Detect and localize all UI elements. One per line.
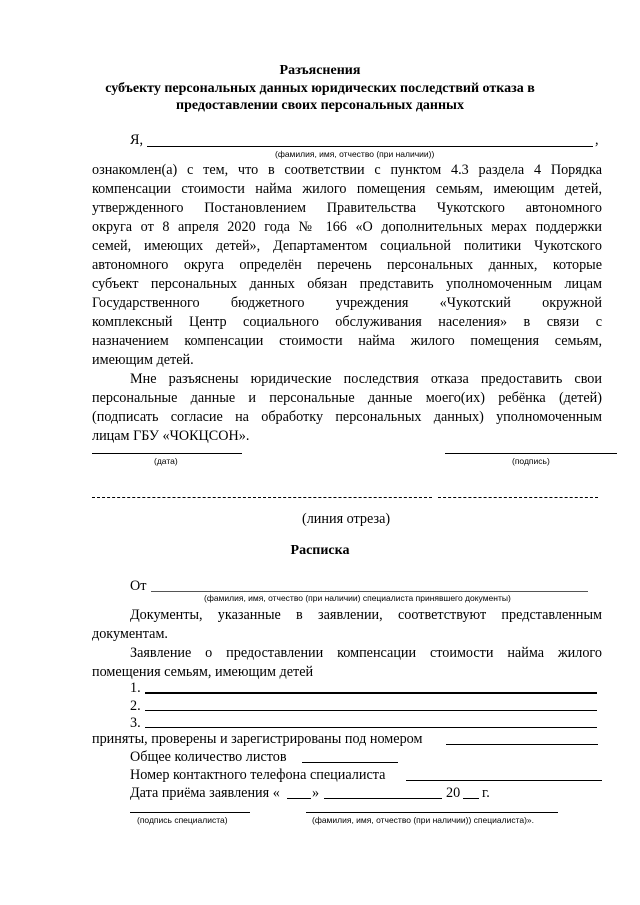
receipt-item-2-line xyxy=(145,710,597,711)
p1-line-6: автономного округа определён перечень персональных данных, которые xyxy=(92,257,602,273)
receipt-signature-line xyxy=(130,812,250,813)
receipt-docs-line-2: документам. xyxy=(92,626,168,642)
cut-line-right xyxy=(438,497,598,498)
cut-line-label: (линия отреза) xyxy=(302,511,391,527)
title-line-3: предоставлении своих персональных данных xyxy=(176,98,464,113)
receipt-registered-line xyxy=(446,744,598,745)
p1-line-10: назначением компенсации стоимости найма жилого помещения семьям, xyxy=(92,333,602,349)
receipt-item-2: 2. xyxy=(130,698,141,714)
p1-line-11: имеющим детей. xyxy=(92,352,194,368)
receipt-date-mid: » xyxy=(312,785,320,801)
receipt-registered: приняты, проверены и зарегистрированы под номером xyxy=(92,731,423,747)
p2-line-2: персональные данные и персональные данные моего(их) ребёнка (детей) xyxy=(92,390,602,406)
receipt-app-line-2: помещения семьям, имеющим детей xyxy=(92,664,314,680)
p1-line-7: субъект персональных данных обязан представить уполномоченным лицам xyxy=(92,276,602,292)
fio-line xyxy=(147,146,593,147)
title-line-1: Разъяснения xyxy=(279,63,361,78)
receipt-date-month-line xyxy=(324,798,442,799)
p1-line-4: округа от 8 апреля 2020 года № 166 «О дополнительных мерах поддержки xyxy=(92,219,602,235)
receipt-phone: Номер контактного телефона специалиста xyxy=(130,767,386,783)
receipt-from-label: От xyxy=(130,578,147,594)
signature-caption: (подпись) xyxy=(512,456,550,466)
receipt-name-caption: (фамилия, имя, отчество (при наличии)) специалиста)». xyxy=(312,815,535,825)
receipt-item-1-line xyxy=(145,692,597,694)
receipt-item-3-line xyxy=(145,727,597,728)
receipt-docs-line-1: Документы, указанные в заявлении, соответствуют представленным xyxy=(130,607,602,623)
receipt-from-line xyxy=(151,591,588,592)
p1-line-1: ознакомлен(а) с тем, что в соответствии с пунктом 4.3 раздела 4 Порядка xyxy=(92,162,602,178)
p1-line-9: комплексный Центр социального обслуживания населения» в связи с xyxy=(92,314,602,330)
receipt-date-suffix: г. xyxy=(482,785,490,801)
receipt-name-line xyxy=(306,812,558,813)
p1-line-8: Государственного бюджетного учреждения «Чукотский окружной xyxy=(92,295,602,311)
receipt-from-caption: (фамилия, имя, отчество (при наличии) специалиста принявшего документы) xyxy=(204,593,511,603)
cut-line-left xyxy=(92,497,432,498)
intro-suffix: , xyxy=(595,132,599,148)
p2-line-3: (подписать согласие на обработку персональных данных) уполномоченным xyxy=(92,409,602,425)
p2-line-4: лицам ГБУ «ЧОКЦСОН». xyxy=(92,428,250,444)
receipt-item-1: 1. xyxy=(130,680,141,696)
receipt-date-prefix: Дата приёма заявления « xyxy=(130,785,280,801)
receipt-signature-caption: (подпись специалиста) xyxy=(137,815,228,825)
receipt-title: Расписка xyxy=(290,543,350,558)
receipt-item-3: 3. xyxy=(130,715,141,731)
p1-line-5: семей, имеющих детей», Департаментом социальной политики Чукотского xyxy=(92,238,602,254)
intro-prefix: Я, xyxy=(130,132,144,148)
receipt-sheets: Общее количество листов xyxy=(130,749,287,765)
title-line-2: субъекту персональных данных юридических последствий отказа в xyxy=(105,81,535,96)
fio-caption: (фамилия, имя, отчество (при наличии)) xyxy=(275,149,435,159)
p1-line-2: компенсации стоимости найма жилого помещения семьям, имеющим детей, xyxy=(92,181,602,197)
p1-line-3: утвержденного Постановлением Правительства Чукотского автономного xyxy=(92,200,602,216)
date-caption: (дата) xyxy=(154,456,178,466)
receipt-date-day-line xyxy=(287,798,311,799)
receipt-date-year-line xyxy=(463,798,479,799)
date-line xyxy=(92,453,242,454)
receipt-date-year: 20 xyxy=(446,785,461,801)
receipt-sheets-line xyxy=(302,762,398,763)
signature-line xyxy=(445,453,617,454)
receipt-phone-line xyxy=(406,780,602,781)
p2-line-1: Мне разъяснены юридические последствия отказа предоставить свои xyxy=(130,371,602,387)
receipt-app-line-1: Заявление о предоставлении компенсации стоимости найма жилого xyxy=(130,645,602,661)
